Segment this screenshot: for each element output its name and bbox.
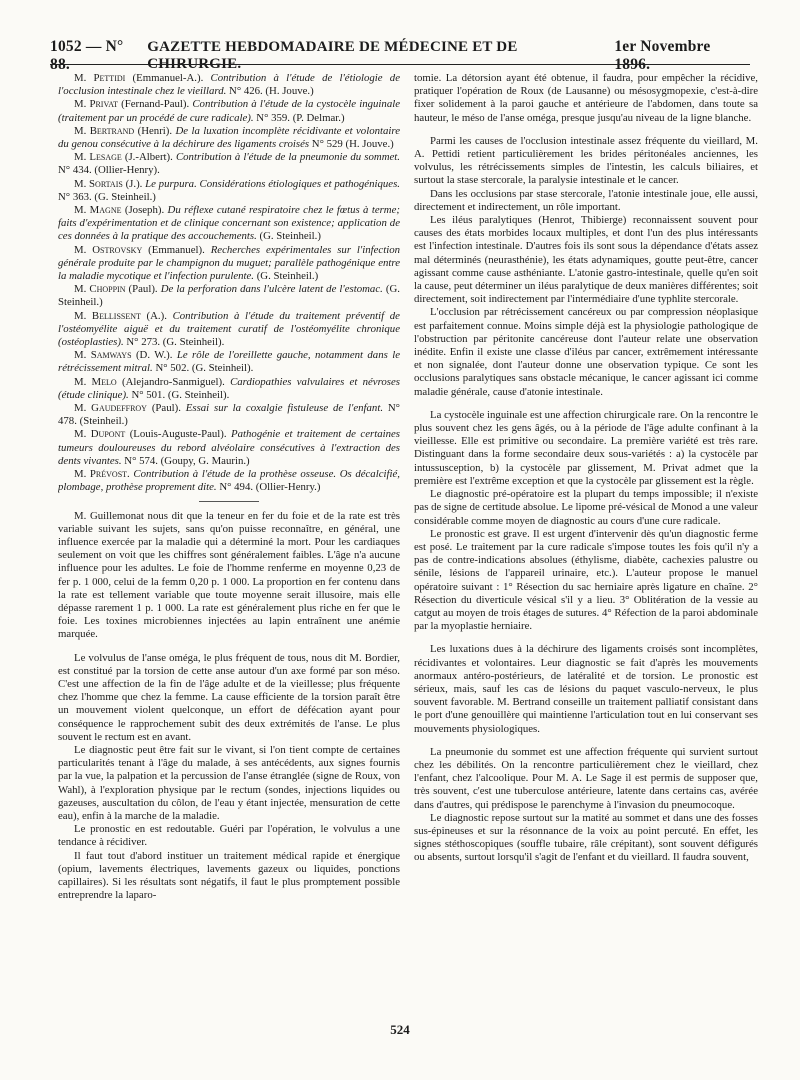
- reference-author: M. Magne: [74, 204, 122, 217]
- reference-author: M. Choppin: [74, 283, 126, 296]
- reference-rest: (A.).: [140, 309, 173, 322]
- paragraph-cystocele: La cystocèle inguinale est une affection chirurgicale rare. On la rencontre le plus souvent chez les gens âgés, ou à la période de l'âge adulte confinant à la vieillesse. Elle est primitive ou secondaire. La première variété est très rare. Distinguant dans la forme secondaire deux sous-variétés : a) la cystocèle par intussusception, b) la cystocèle par glissement, M. Privat admet que la première est l'extrême exception et que la cystocèle par glissement est la règle.: [414, 408, 758, 487]
- reference-author: M. Samways: [74, 349, 132, 362]
- reference-title: Contribution à l'étude de la pneumonie du sommet.: [175, 151, 400, 164]
- reference-title: De la perforation dans l'ulcère latent de l'estomac.: [160, 283, 383, 296]
- paragraph-knee-luxation: Les luxations dues à la déchirure des ligaments croisés sont incomplètes, récidivantes et volontaires. Leur diagnostic se fait d'après les mouvements anormaux antéro-postérieurs, de latéralité et de torsion. Le pronostic est sérieux, mais, sauf les cas de lésions du paquet vasculo-nerveux, le plus souvent favorable. M. Bertrand conseille un traitement palliatif consistant dans le port d'une genouillère qui maintienne l'articulation tout en lui conservant ses mouvements physiologiques.: [414, 643, 758, 735]
- reference-tail: N° 273. (G. Steinheil).: [123, 336, 225, 349]
- paragraph-occlusion-causes: Parmi les causes de l'occlusion intestinale assez fréquente du vieillard, M. A. Pettidi retient particulièrement les brides péritonéales anciennes, les volvulus, les rétrécissements simples de l'intestin, les calculs biliaires, et surtout la stase stercorale, la paralysie intestinale et le cancer.: [414, 134, 758, 187]
- reference-tail: N° 478. (Steinheil.): [58, 402, 400, 428]
- journal-title: GAZETTE HEBDOMADAIRE DE MÉDECINE ET DE CHIRURGIE.: [147, 39, 518, 72]
- reference-tail: N° 529 (H. Jouve.): [309, 138, 394, 151]
- reference-author: M. Prévost: [74, 468, 128, 481]
- reference-title: Le purpura. Considérations étiologiques et pathogéniques.: [145, 177, 400, 190]
- reference-tail: N° 501. (G. Steinheil).: [128, 388, 230, 401]
- thesis-reference: [58, 376, 400, 402]
- reference-author: M. Melo: [74, 375, 117, 388]
- thesis-reference: [58, 72, 400, 98]
- reference-rest: (Emmanuel-A.).: [125, 72, 211, 84]
- thesis-reference-list: [58, 72, 400, 495]
- thesis-reference: [58, 283, 400, 309]
- paragraph-cystocele-prognosis: Le pronostic est grave. Il est urgent d'intervenir dès qu'un diagnostic ferme est posé. Le traitement par la cure radicale s'impose toutes les fois qu'il n'y a pas de contre-indications absolues (éthylisme, diabète, cachexies palustre ou sénile, lésions de l'appareil urinaire, etc.). L'auteur propose le manuel opératoire suivant : 1° Résection du sac herniaire après ligature en chaîne. 2° Résection du diverticule vésical s'il y a lieu. 3° Oblitération de la vessie au catgut au moyen de trois étages de sutures. 4° Réfection de la paroi abdominale par la myoplastie herniaire.: [414, 527, 758, 633]
- paragraph-laparotomy: tomie. La détorsion ayant été obtenue, il faudra, pour empêcher la récidive, pratiquer l'opération de Roux (de Lausanne) ou mésosygmopexie, c'est-à-dire fixer solidement à la paroi gauche et antérieure de l'abdomen, dans toute sa hauteur, le méso de l'anse oméga, presque jusqu'au niveau de la ligne blanche.: [414, 72, 758, 124]
- reference-title: Contribution à l'étude du traitement préventif de l'ostéomyélite aiguë et du traitement curatif de l'ostéomyélite chronique (ostéoplasties).: [58, 309, 400, 349]
- paragraph-gap: [58, 642, 400, 652]
- thesis-reference: [58, 204, 400, 244]
- thesis-reference: [58, 244, 400, 284]
- paragraph-volvulus-prognosis: Le pronostic en est redoutable. Guéri par l'opération, le volvulus a une tendance à récidiver.: [58, 823, 400, 849]
- reference-rest: (Louis-Auguste-Paul).: [125, 428, 232, 441]
- paragraph-guillemonat: M. Guillemonat nous dit que la teneur en fer du foie et de la rate est très variable suivant les sujets, sans qu'on puisse reconnaître, en général, une influence exercée par la maladie qui a déterminé la mort. Pour les cardiaques seulement on voit que les chiffres sont généralement faibles. L'âge n'a aucune influence pour les adultes. Le foie de l'homme renferme en moyenne 0,23 de fer p. 1 000, celui de la femm 0,20 p. 1 000. La proportion en fer contenu dans la rate est tellement variable que toute moyenne serait illusoire, mais elle dépasse rarement 1 p. 1 000. La rate est généralement plus riche en fer que le foie. Les toxines microbiennes injectées au lapin entraînent une anémie marquée.: [58, 509, 400, 641]
- reference-author: M. Pettidi: [74, 72, 126, 84]
- running-header: [50, 38, 750, 73]
- paragraph-gap: [414, 736, 758, 746]
- reference-tail: N° 502. (G. Steinheil).: [152, 362, 254, 375]
- reference-rest: (D. W.).: [131, 349, 177, 362]
- reference-title: Contribution à l'étude de l'étiologie de l'occlusion intestinale chez le vieillard.: [58, 72, 400, 98]
- reference-author: M. Dupont: [74, 428, 126, 441]
- reference-rest: (Henri).: [134, 124, 176, 137]
- reference-title: Du réflexe cutané respiratoire chez le fœtus à terme; faits d'expérimentation et de clinique concernant son existence; application de ces données à la pratique des accouchements.: [58, 204, 400, 243]
- page-issue: 1052 — N° 88.: [50, 38, 124, 73]
- reference-tail: N° 494. (Ollier-Henry.): [216, 481, 321, 494]
- reference-rest: (J.-Albert).: [121, 151, 176, 164]
- reference-title: Cardiopathies valvulaires et névroses (étude clinique).: [58, 375, 400, 401]
- reference-rest: (Alejandro-Sanmiguel).: [116, 375, 231, 388]
- thesis-reference: [58, 310, 400, 350]
- reference-tail: N° 434. (Ollier-Henry).: [58, 164, 160, 177]
- reference-tail: N° 359. (P. Delmar.): [253, 111, 345, 124]
- reference-title: Le rôle de l'oreillette gauche, notamment dans le rétrécissement mitral.: [58, 349, 400, 375]
- right-column: [414, 72, 758, 1016]
- reference-author: M. Gaudeffroy: [74, 402, 147, 415]
- paragraph-cystocele-diagnosis: Le diagnostic pré-opératoire est la plupart du temps impossible; il n'existe pas de signe de certitude absolue. Le lipome pré-vésical de Monod a une valeur considérable comme moyen de diagnostic au cours d'une cure radicale.: [414, 488, 758, 527]
- reference-author: M. Lesage: [74, 151, 122, 164]
- paragraph-cancer-occlusion: L'occlusion par rétrécissement cancéreux ou par compression néoplasique est parfaitement connue. Moins simple déjà est la physiologie pathologique de l'obstruction par péritonite cancéreuse dont l'auteur relate une observation inédite. Enfin il existe une classe d'iléus par cancer, extrêmement intéressante et non signalée, dont l'auteur donne une observation typique. Ce sont les occlusions paralytiques sans obstacle mécanique, le cancer agissant ici comme maladie générale, cause d'atonie intestinale.: [414, 306, 758, 398]
- reference-rest: (J.).: [122, 177, 146, 190]
- paragraph-volvulus: Le volvulus de l'anse oméga, le plus fréquent de tous, nous dit M. Bordier, est constitué par la torsion de cette anse autour d'un axe formé par son méso. C'est une affection de la fin de l'âge adulte et de la vieillesse; plus fréquente chez l'homme que chez la femme. La cause efficiente de la torsion paraît être un mouvement violent quelconque, un effort de défécation ayant pour conséquence le rapprochement subit des deux extrémités de l'anse. Le plus souvent le rectum est en avant.: [58, 651, 400, 743]
- reference-author: M. Bellissent: [74, 309, 141, 322]
- left-column: [58, 72, 400, 1016]
- thesis-reference: [58, 178, 400, 204]
- reference-rest: .: [127, 468, 134, 481]
- section-divider: [199, 501, 259, 502]
- reference-tail: (G. Steinheil.): [254, 270, 319, 283]
- reference-author: M. Sortais: [74, 177, 123, 190]
- header-rule: [50, 64, 750, 65]
- issue-date: 1er Novembre 1896.: [614, 38, 711, 73]
- thesis-reference: [58, 428, 400, 468]
- paragraph-paralytic-ileus: Les iléus paralytiques (Henrot, Thibierge) reconnaissent souvent pour causes des états morbides locaux multiples, et dont l'un des plus intéressants est l'infection intestinale. D'autres fois ils sont sous la dépendance d'états assez mal déterminés (neurasthénie), les états adynamiques, goutte peut-être, cancer agissant comme cause asthéniante. L'atonie gastro-intestinale, quelle qu'en soit la cause, peut déterminer un iléus paralytique de deux manières différentes; soit directement, soit indirectement par l'intermédiaire d'une typhlite stercorale.: [414, 214, 758, 306]
- paragraph-gap: [414, 125, 758, 135]
- reference-title: De la luxation incomplète récidivante et volontaire du genou consécutive à la déchirure des ligaments croisés: [58, 124, 400, 151]
- thesis-reference: [58, 349, 400, 375]
- reference-title: Pathogénie et traitement de certaines tumeurs douloureuses du rebord alvéolaire consécutives à l'extraction des dents vivantes.: [58, 428, 400, 467]
- reference-author: M. Bertrand: [74, 124, 135, 137]
- reference-rest: (Paul).: [146, 402, 186, 415]
- reference-title: Essai sur la coxalgie fistuleuse de l'enfant.: [185, 402, 384, 415]
- paragraph-volvulus-diagnosis: Le diagnostic peut être fait sur le vivant, si l'on tient compte de certaines particularités tenant à l'âge du malade, à ses antécédents, aux signes fournis par la vue, la palpation et la percussion de l'anse étranglée (signe de Roux, von Wahl), à l'exploration physique par le rectum (sondes, injections liquides ou gazeuses, auscultation du côlon, de l'eau y étant injectée, mensuration de cette eau), enfin à la marche de la maladie.: [58, 743, 400, 822]
- reference-rest: (Joseph).: [121, 204, 168, 217]
- paragraph-volvulus-treatment: Il faut tout d'abord instituer un traitement médical rapide et énergique (opium, lavements électriques, lavements gazeux ou liquides, ponctions capillaires). Si les résultats sont négatifs, il faut le plus promptement possible entreprendre la laparo-: [58, 849, 400, 902]
- paragraph-stercoral-stasis: Dans les occlusions par stase stercorale, l'atonie intestinale joue, elle aussi, directement et indirectement, un rôle important.: [414, 187, 758, 213]
- reference-rest: (Emmanuel).: [142, 243, 211, 256]
- reference-title: Contribution à l'étude de la cystocèle inguinale (traitement par un procédé de cure radicale).: [58, 98, 400, 124]
- reference-tail: N° 363. (G. Steinheil.): [58, 190, 156, 203]
- reference-title: Recherches expérimentales sur l'infection générale produite par le champignon du muguet; parallèle pathogénique entre la maladie mycotique et l'infection purulente.: [58, 243, 400, 283]
- reference-rest: (Paul).: [125, 283, 161, 296]
- reference-title: Contribution à l'étude de la prothèse osseuse. Os décalcifié, plombage, prothèse proprement dite.: [58, 468, 400, 494]
- reference-tail: (G. Steinheil.): [58, 283, 400, 309]
- thesis-reference: [58, 468, 400, 494]
- paragraph-gap: [414, 399, 758, 409]
- thesis-reference: [58, 151, 400, 177]
- reference-tail: N° 426. (H. Jouve.): [226, 85, 314, 98]
- paragraph-gap: [414, 633, 758, 643]
- reference-author: M. Privat: [74, 98, 118, 111]
- reference-rest: (Fernand-Paul).: [117, 98, 193, 111]
- page-number: 524: [390, 1022, 410, 1037]
- paragraph-pneumonia-diagnosis: Le diagnostic repose surtout sur la matité au sommet et dans une des fosses sus-épineuses et sur la résonnance de la voix au point percuté. En effet, les signes stéthoscopiques (souffle tubaire, râle crépitant), sont souvent défigurés ou absents, surtout lorsqu'il s'agit de l'enfant et du vieillard. Il faudra souvent,: [414, 811, 758, 864]
- thesis-reference: [58, 402, 400, 428]
- reference-tail: N° 574. (Goupy, G. Maurin.): [121, 454, 250, 467]
- reference-author: M. Ostrovsky: [74, 243, 143, 256]
- thesis-reference: [58, 125, 400, 151]
- thesis-reference: [58, 98, 400, 124]
- reference-tail: (G. Steinheil.): [256, 230, 321, 243]
- paragraph-pneumonia: La pneumonie du sommet est une affection fréquente qui survient surtout chez les débilités. On la rencontre particulièrement chez le vieillard, chez l'enfant, chez l'alcoolique. Pour M. A. Le Sage il est permis de supposer que, très souvent, c'est une tuberculose antérieure, latente dans certains cas, avérée dans d'autres, qui prédispose le parenchyme à l'invasion du pneumocoque.: [414, 745, 758, 811]
